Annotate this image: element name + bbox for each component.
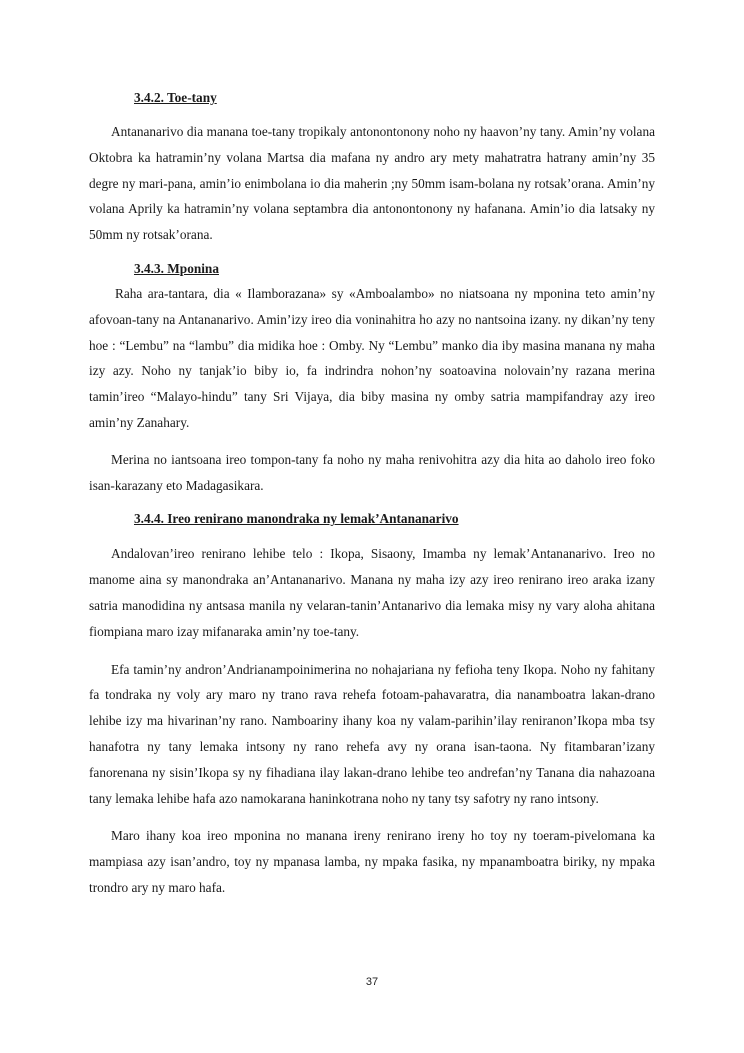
paragraph-mponina-2: Merina no iantsoana ireo tompon-tany fa noho ny maha renivohitra azy dia hita ao daholo ireo foko isan-karazany eto Madagasikara. [89, 451, 655, 493]
section-heading-renirano: 3.4.4. Ireo renirano manondraka ny lemak’Antananarivo [134, 511, 459, 527]
section-heading-mponina: 3.4.3. Mponina [134, 260, 219, 276]
paragraph-mponina-1: Raha ara-tantara, dia « Ilamborazana» sy «Amboalambo» no niatsoana ny mponina teto amin’ny afovoan-tany na Antananarivo. Amin’izy ireo dia voninahitra ho azy no nantsoina izany. ny dikan’ny teny hoe : “Lembu” na “lambu” dia midika hoe : Omby. Ny “Lembu” manko dia iby masina manana ny maha izy azy. Noho ny tanjak’io biby io, fa indrindra nohon’ny soatoavina nolovain’ny razana merina tamin’ireo “Malayo-hindu” tany Sri Vijaya, dia biby masina ny omby satria mampifandray azy ireo amin’ny Zanahary. [89, 285, 655, 430]
paragraph-toe-tany: Antananarivo dia manana toe-tany tropikaly antonontonony noho ny haavon’ny tany. Amin’ny volana Oktobra ka hatramin’ny volana Martsa dia mafana ny andro ary mety mahatratra hatrany amin’ny 35 degre ny mari-pana, amin’io enimbolana io dia maherin ;ny 50mm isam-bolana ny rotsak’orana. Amin’ny volana Aprily ka hatramin’ny volana septambra dia antonontonony ny hafanana. Amin’io dia latsaky ny 50mm ny rotsak’orana. [89, 124, 655, 243]
section-heading-toe-tany: 3.4.2. Toe-tany [134, 90, 217, 105]
paragraph-renirano-2: Efa tamin’ny andron’Andrianampoinimerina no nohajariana ny fefioha teny Ikopa. Noho ny fahitany fa tondraka ny voly ary maro ny trano rava rehefa fotoam-pahavaratra, dia nanamboatra lakan-drano lehibe izy ma hivarinan’ny rano. Namboariny ihany koa ny valam-parihin’ilay reniranon’Ikopa mba tsy hanafotra ny tany lemaka intsony ny rano rehefa avy ny orana isan-taona. Ny fitambaran’izany fanorenana ny sisin’Ikopa sy ny fihadiana ilay lakan-drano lehibe teo andrefan’ny Tanana dia nahazoana tany lemaka lehibe hafa azo namokarana haninkotrana noho ny tany tsy safotry ny rano intsony. [89, 661, 655, 806]
paragraph-renirano-3: Maro ihany koa ireo mponina no manana ireny renirano ireny ho toy ny toeram-pivelomana ka mampiasa azy isan’andro, toy ny mpanasa lamba, ny mpaka fasika, ny mpanamboatra biriky, ny mpaka trondro ary ny maro hafa. [89, 828, 655, 895]
paragraph-renirano-1: Andalovan’ireo renirano lehibe telo : Ikopa, Sisaony, Imamba ny lemak’Antananarivo. Ireo no manome aina sy manondraka an’Antananarivo. Manana ny maha izy azy ireo renirano ireo araka izany satria manodidina ny antsasa manila ny velaran-tanin’Antanarivo dia lemaka misy ny vary aloha ahitana fiompiana maro izay mifanaraka amin’ny toe-tany. [89, 546, 655, 639]
page-number: 37 [365, 976, 379, 988]
document-page [89, 88, 655, 912]
